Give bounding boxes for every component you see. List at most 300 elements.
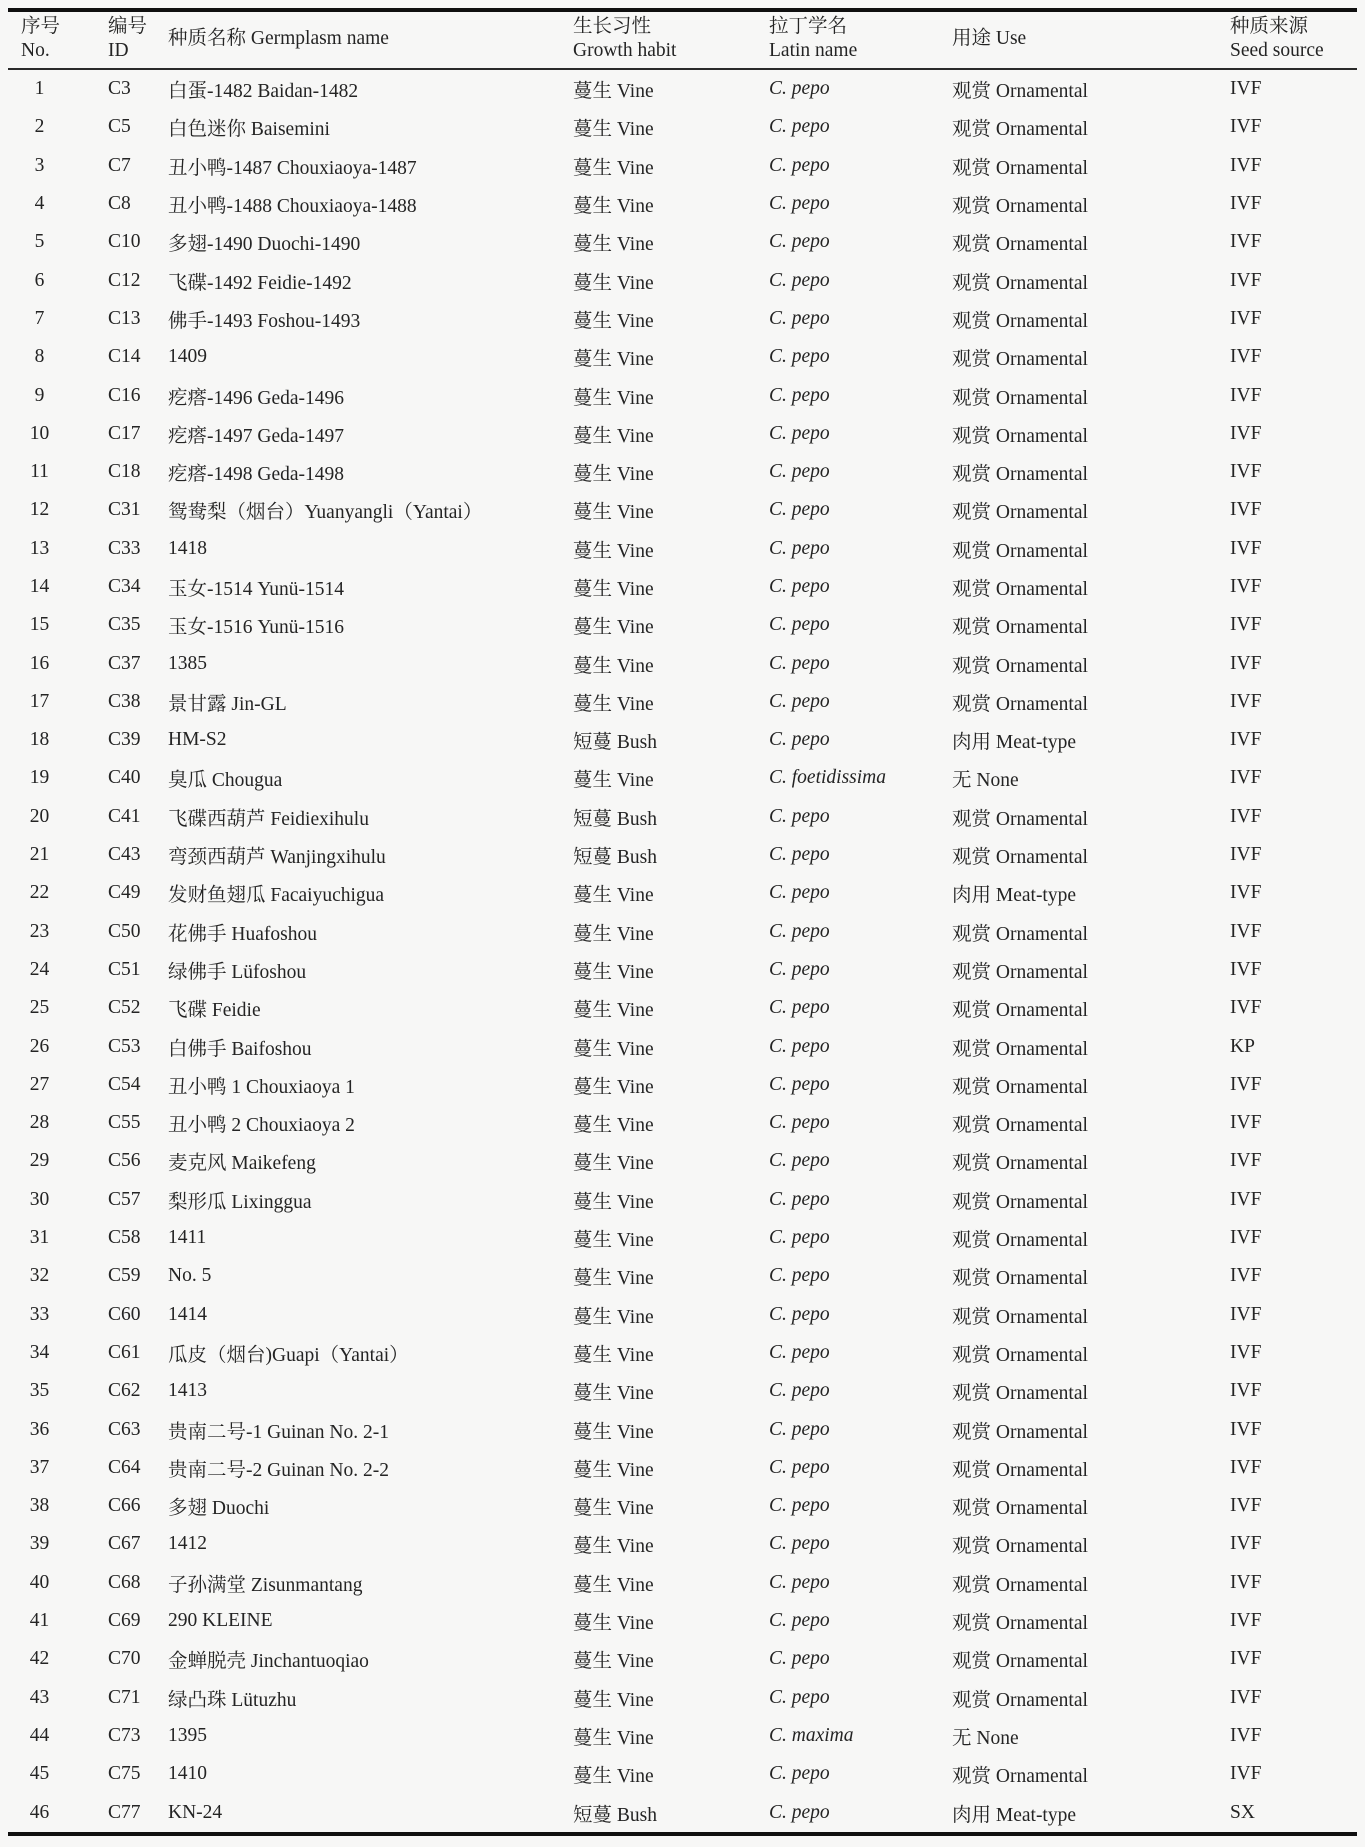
- cell-no: 20: [29, 805, 50, 827]
- cell-use: 观赏 Ornamental: [952, 1306, 1088, 1328]
- table-row: [8, 1372, 1357, 1410]
- cell-use: 观赏 Ornamental: [952, 1230, 1088, 1252]
- cell-id: C61: [108, 1341, 141, 1363]
- table-row: [8, 1793, 1357, 1833]
- table-row: [8, 1296, 1357, 1334]
- cell-latin-name: C. pepo: [769, 805, 830, 827]
- cell-id: C56: [108, 1150, 141, 1172]
- cell-germplasm-name: 1409: [168, 346, 207, 368]
- cell-id: C10: [108, 231, 141, 253]
- cell-no: 42: [29, 1648, 50, 1670]
- cell-no: 34: [29, 1341, 50, 1363]
- cell-no: 27: [29, 1073, 50, 1095]
- table-body: [8, 69, 1357, 1834]
- cell-seed-source: IVF: [1230, 1571, 1262, 1593]
- cell-growth-habit: 蔓生 Vine: [573, 464, 654, 486]
- cell-germplasm-name: 瓜皮（烟台)Guapi（Yantai）: [168, 1344, 409, 1366]
- header-latin-name-en: Latin name: [769, 40, 858, 61]
- cell-no: 46: [8, 1793, 93, 1833]
- cell-growth-habit: 蔓生 Vine: [573, 1115, 654, 1137]
- cell-growth-habit: 蔓生 Vine: [573, 1344, 654, 1366]
- cell-latin-name: C. pepo: [769, 958, 830, 980]
- cell-seed-source: IVF: [1230, 1648, 1262, 1670]
- table-row: [8, 108, 1357, 146]
- cell-no: 5: [34, 231, 45, 253]
- cell-latin-name: C. pepo: [769, 116, 830, 138]
- cell-seed-source: IVF: [1230, 346, 1262, 368]
- cell-use: 观赏 Ornamental: [952, 961, 1088, 983]
- cell-use: 观赏 Ornamental: [952, 655, 1088, 677]
- cell-id: C68: [108, 1571, 141, 1593]
- cell-growth-habit: 蔓生 Vine: [573, 1651, 654, 1673]
- header-seed-source-en: Seed source: [1230, 40, 1324, 61]
- cell-latin-name: C. pepo: [769, 690, 830, 712]
- header-use: [942, 10, 1220, 69]
- cell-seed-source: IVF: [1230, 422, 1262, 444]
- cell-id: C62: [108, 1380, 141, 1402]
- cell-growth-habit: 蔓生 Vine: [573, 349, 654, 371]
- cell-id: C77: [93, 1793, 165, 1833]
- cell-growth-habit: 蔓生 Vine: [573, 1766, 654, 1788]
- cell-id: C13: [108, 307, 141, 329]
- cell-growth-habit: 蔓生 Vine: [573, 1038, 654, 1060]
- cell-id: C75: [108, 1763, 141, 1785]
- cell-growth-habit: 短蔓 Bush: [573, 808, 657, 830]
- cell-seed-source: SX: [1220, 1793, 1357, 1833]
- cell-germplasm-name: 发财鱼翅瓜 Facaiyuchigua: [168, 885, 385, 907]
- cell-germplasm-name: 丑小鸭 2 Chouxiaoya 2: [168, 1115, 355, 1137]
- cell-latin-name: C. pepo: [769, 1533, 830, 1555]
- cell-use: 无 None: [952, 1727, 1019, 1749]
- cell-use: 观赏 Ornamental: [952, 234, 1088, 256]
- cell-latin-name: C. pepo: [769, 1341, 830, 1363]
- table-row: [8, 69, 1357, 108]
- cell-no: 31: [29, 1227, 50, 1249]
- cell-seed-source: IVF: [1230, 576, 1262, 597]
- cell-latin-name: C. pepo: [769, 422, 830, 444]
- cell-growth-habit: 蔓生 Vine: [573, 387, 654, 409]
- cell-use: 观赏 Ornamental: [952, 579, 1088, 600]
- cell-use: 观赏 Ornamental: [952, 1536, 1088, 1558]
- cell-seed-source: IVF: [1230, 1341, 1262, 1363]
- cell-latin-name: C. pepo: [769, 576, 830, 597]
- header-growth-habit-zh: 生长习性: [573, 16, 652, 37]
- table-row: [8, 951, 1357, 989]
- header-growth-habit-en: Growth habit: [573, 40, 677, 61]
- cell-seed-source: IVF: [1230, 767, 1262, 789]
- cell-seed-source: IVF: [1230, 116, 1262, 138]
- cell-use: 观赏 Ornamental: [952, 1191, 1088, 1213]
- cell-germplasm-name: No. 5: [168, 1265, 212, 1287]
- cell-no: 1: [34, 78, 45, 100]
- cell-growth-habit: 蔓生 Vine: [573, 1230, 654, 1252]
- cell-seed-source: IVF: [1230, 920, 1262, 942]
- cell-growth-habit: 蔓生 Vine: [573, 923, 654, 945]
- cell-germplasm-name: 梨形瓜 Lixinggua: [168, 1191, 312, 1213]
- cell-no: 6: [34, 269, 45, 291]
- cell-id: C5: [108, 116, 131, 138]
- cell-growth-habit: 短蔓 Bush: [573, 847, 657, 869]
- cell-growth-habit: 蔓生 Vine: [573, 540, 654, 562]
- cell-latin-name: C. pepo: [769, 269, 830, 291]
- cell-no: 36: [29, 1418, 50, 1440]
- table-row: [8, 185, 1357, 223]
- cell-id: C33: [108, 537, 141, 559]
- table-row: [8, 1564, 1357, 1602]
- cell-germplasm-name: 飞碟西葫芦 Feidiexihulu: [168, 808, 369, 830]
- cell-use: 观赏 Ornamental: [952, 119, 1088, 141]
- cell-id: C52: [108, 997, 141, 1019]
- cell-growth-habit: 蔓生 Vine: [573, 1268, 654, 1290]
- table-row: [8, 759, 1357, 797]
- cell-use: 观赏 Ornamental: [952, 464, 1088, 486]
- cell-seed-source: IVF: [1230, 614, 1262, 636]
- cell-germplasm-name: 多翅 Duochi: [168, 1498, 270, 1520]
- cell-germplasm-name: 白蛋-1482 Baidan-1482: [168, 81, 359, 103]
- cell-growth-habit: 蔓生 Vine: [573, 961, 654, 983]
- cell-no: 35: [29, 1380, 50, 1402]
- header-seed-source: [1220, 10, 1357, 69]
- cell-no: 39: [29, 1533, 50, 1555]
- cell-use: 观赏 Ornamental: [952, 425, 1088, 447]
- table-row: [8, 300, 1357, 338]
- cell-latin-name: C. pepo: [769, 154, 830, 176]
- cell-latin-name: C. pepo: [769, 1188, 830, 1210]
- table-row: [8, 415, 1357, 453]
- cell-seed-source: IVF: [1230, 1380, 1262, 1402]
- cell-use: 观赏 Ornamental: [952, 1268, 1088, 1290]
- cell-growth-habit: 蔓生 Vine: [573, 1421, 654, 1443]
- cell-latin-name: C. pepo: [769, 384, 830, 406]
- cell-latin-name: C. pepo: [769, 1227, 830, 1249]
- cell-seed-source: IVF: [1230, 844, 1262, 866]
- cell-id: C40: [108, 767, 141, 789]
- cell-latin-name: C. pepo: [769, 461, 830, 483]
- cell-no: 23: [29, 920, 50, 942]
- cell-use: 观赏 Ornamental: [952, 310, 1088, 332]
- cell-use: 观赏 Ornamental: [952, 1689, 1088, 1711]
- cell-latin-name: C. pepo: [769, 1073, 830, 1095]
- cell-growth-habit: 蔓生 Vine: [573, 770, 654, 792]
- cell-use: 观赏 Ornamental: [952, 923, 1088, 945]
- cell-no: 15: [29, 614, 50, 636]
- cell-germplasm-name: 白佛手 Baifoshou: [168, 1038, 312, 1060]
- cell-latin-name: C. pepo: [769, 614, 830, 636]
- cell-seed-source: IVF: [1230, 499, 1262, 521]
- cell-latin-name: C. pepo: [769, 1380, 830, 1402]
- header-latin-name: [759, 10, 942, 69]
- cell-latin-name: C. pepo: [769, 652, 830, 674]
- cell-growth-habit: 蔓生 Vine: [573, 157, 654, 179]
- cell-germplasm-name: 1418: [168, 537, 207, 559]
- cell-id: C3: [108, 78, 131, 100]
- header-seed-source-zh: 种质来源: [1230, 16, 1309, 37]
- cell-no: 41: [29, 1610, 50, 1632]
- cell-seed-source: IVF: [1230, 537, 1262, 559]
- cell-seed-source: IVF: [1230, 1418, 1262, 1440]
- cell-germplasm-name: 贵南二号-2 Guinan No. 2-2: [168, 1459, 389, 1481]
- cell-use: 观赏 Ornamental: [952, 1613, 1088, 1635]
- cell-no: 30: [29, 1188, 50, 1210]
- table-row: [8, 1181, 1357, 1219]
- cell-use: 肉用 Meat-type: [952, 732, 1077, 754]
- cell-use: 观赏 Ornamental: [952, 1574, 1088, 1596]
- table-row: [8, 836, 1357, 874]
- cell-growth-habit: 蔓生 Vine: [573, 1191, 654, 1213]
- cell-germplasm-name: 白色迷你 Baisemini: [168, 119, 330, 141]
- cell-id: C55: [108, 1112, 141, 1134]
- header-use-label: 用途 Use: [952, 28, 1027, 49]
- cell-germplasm-name: 佛手-1493 Foshou-1493: [168, 310, 361, 332]
- cell-id: C60: [108, 1303, 141, 1325]
- cell-germplasm-name: 疙瘩-1496 Geda-1496: [168, 387, 345, 409]
- cell-growth-habit: 蔓生 Vine: [573, 272, 654, 294]
- cell-germplasm-name: 绿佛手 Lüfoshou: [168, 961, 307, 983]
- cell-id: C37: [108, 652, 141, 674]
- cell-germplasm-name: 玉女-1516 Yunü-1516: [168, 617, 345, 639]
- cell-id: C51: [108, 958, 141, 980]
- cell-latin-name: C. pepo: [769, 920, 830, 942]
- table-row: [8, 453, 1357, 491]
- cell-germplasm-name: 贵南二号-1 Guinan No. 2-1: [168, 1421, 389, 1443]
- table-row: [8, 568, 1357, 606]
- cell-latin-name: C. pepo: [769, 1648, 830, 1670]
- cell-growth-habit: 蔓生 Vine: [573, 81, 654, 103]
- cell-use: 观赏 Ornamental: [952, 1459, 1088, 1481]
- cell-no: 12: [29, 499, 50, 521]
- cell-growth-habit: 短蔓 Bush: [573, 732, 657, 754]
- table-row: [8, 606, 1357, 644]
- cell-latin-name: C. pepo: [769, 1112, 830, 1134]
- cell-no: 25: [29, 997, 50, 1019]
- cell-use: 无 None: [952, 770, 1019, 792]
- cell-seed-source: IVF: [1230, 384, 1262, 406]
- table-row: [8, 1755, 1357, 1793]
- table-row: [8, 491, 1357, 529]
- header-row: [8, 10, 1357, 69]
- cell-germplasm-name: 弯颈西葫芦 Wanjingxihulu: [168, 847, 386, 869]
- cell-seed-source: IVF: [1230, 1763, 1262, 1785]
- cell-no: 33: [29, 1303, 50, 1325]
- header-growth-habit: [563, 10, 759, 69]
- cell-seed-source: IVF: [1230, 958, 1262, 980]
- cell-id: C41: [108, 805, 141, 827]
- cell-latin-name: C. pepo: [769, 1456, 830, 1478]
- cell-latin-name: C. pepo: [769, 1686, 830, 1708]
- cell-seed-source: IVF: [1230, 269, 1262, 291]
- cell-growth-habit: 蔓生 Vine: [573, 1613, 654, 1635]
- cell-growth-habit: 蔓生 Vine: [573, 579, 654, 600]
- cell-no: 40: [29, 1571, 50, 1593]
- cell-latin-name: C. pepo: [759, 1793, 942, 1833]
- cell-seed-source: IVF: [1230, 729, 1262, 751]
- table-row: [8, 798, 1357, 836]
- cell-id: C64: [108, 1456, 141, 1478]
- table-row: [8, 913, 1357, 951]
- cell-id: C58: [108, 1227, 141, 1249]
- cell-growth-habit: 蔓生 Vine: [573, 1574, 654, 1596]
- cell-latin-name: C. pepo: [769, 1495, 830, 1517]
- header-id-en: ID: [108, 40, 129, 61]
- cell-growth-habit: 蔓生 Vine: [573, 1536, 654, 1558]
- cell-growth-habit: 蔓生 Vine: [573, 119, 654, 141]
- cell-germplasm-name: 1395: [168, 1724, 207, 1746]
- cell-id: C34: [108, 576, 141, 597]
- cell-latin-name: C. pepo: [769, 729, 830, 751]
- cell-germplasm-name: 臭瓜 Chougua: [168, 770, 283, 792]
- cell-id: C50: [108, 920, 141, 942]
- table-row: [8, 1487, 1357, 1525]
- cell-germplasm-name: 290 KLEINE: [168, 1610, 273, 1632]
- cell-id: C69: [108, 1610, 141, 1632]
- cell-no: 28: [29, 1112, 50, 1134]
- cell-seed-source: IVF: [1230, 1188, 1262, 1210]
- cell-germplasm-name: 多翅-1490 Duochi-1490: [168, 234, 361, 256]
- cell-latin-name: C. pepo: [769, 307, 830, 329]
- cell-no: 29: [29, 1150, 50, 1172]
- cell-germplasm-name: KN-24: [165, 1793, 563, 1833]
- cell-seed-source: IVF: [1230, 154, 1262, 176]
- table-row: [8, 261, 1357, 299]
- cell-germplasm-name: 子孙满堂 Zisunmantang: [168, 1574, 363, 1596]
- cell-latin-name: C. pepo: [769, 1150, 830, 1172]
- cell-latin-name: C. pepo: [769, 346, 830, 368]
- cell-seed-source: IVF: [1230, 1533, 1262, 1555]
- cell-growth-habit: 短蔓 Bush: [563, 1793, 759, 1833]
- header-no: [8, 10, 93, 69]
- cell-use: 观赏 Ornamental: [952, 1766, 1088, 1788]
- cell-growth-habit: 蔓生 Vine: [573, 1000, 654, 1022]
- cell-germplasm-name: 1385: [168, 652, 207, 674]
- cell-use: 肉用 Meat-type: [942, 1793, 1220, 1833]
- cell-use: 观赏 Ornamental: [952, 1038, 1088, 1060]
- cell-no: 10: [29, 422, 50, 444]
- cell-germplasm-name: 鸳鸯梨（烟台）Yuanyangli（Yantai）: [168, 502, 483, 524]
- cell-no: 13: [29, 537, 50, 559]
- cell-latin-name: C. pepo: [769, 537, 830, 559]
- cell-germplasm-name: 丑小鸭-1488 Chouxiaoya-1488: [168, 196, 417, 218]
- cell-no: 2: [34, 116, 45, 138]
- cell-germplasm-name: 金蝉脱壳 Jinchantuoqiao: [168, 1651, 369, 1673]
- table-row: [8, 1678, 1357, 1716]
- cell-latin-name: C. pepo: [769, 997, 830, 1019]
- cell-growth-habit: 蔓生 Vine: [573, 1459, 654, 1481]
- header-id: [93, 10, 165, 69]
- cell-id: C67: [108, 1533, 141, 1555]
- cell-seed-source: IVF: [1230, 1495, 1262, 1517]
- cell-growth-habit: 蔓生 Vine: [573, 502, 654, 524]
- cell-seed-source: IVF: [1230, 1456, 1262, 1478]
- cell-seed-source: IVF: [1230, 231, 1262, 253]
- cell-use: 观赏 Ornamental: [952, 540, 1088, 562]
- cell-latin-name: C. pepo: [769, 1571, 830, 1593]
- cell-germplasm-name: 1412: [168, 1533, 207, 1555]
- cell-id: C38: [108, 690, 141, 712]
- cell-use: 观赏 Ornamental: [952, 349, 1088, 371]
- cell-use: 观赏 Ornamental: [952, 1000, 1088, 1022]
- cell-seed-source: IVF: [1230, 1150, 1262, 1172]
- table-row: [8, 338, 1357, 376]
- cell-id: C66: [108, 1495, 141, 1517]
- cell-latin-name: C. maxima: [769, 1724, 854, 1746]
- table-row: [8, 683, 1357, 721]
- cell-id: C39: [108, 729, 141, 751]
- cell-id: C71: [108, 1686, 141, 1708]
- table-row: [8, 147, 1357, 185]
- cell-seed-source: IVF: [1230, 78, 1262, 100]
- cell-id: C43: [108, 844, 141, 866]
- cell-growth-habit: 蔓生 Vine: [573, 425, 654, 447]
- cell-use: 观赏 Ornamental: [952, 693, 1088, 715]
- cell-growth-habit: 蔓生 Vine: [573, 885, 654, 907]
- cell-growth-habit: 蔓生 Vine: [573, 1727, 654, 1749]
- cell-seed-source: IVF: [1230, 1265, 1262, 1287]
- cell-id: C17: [108, 422, 141, 444]
- cell-use: 观赏 Ornamental: [952, 1344, 1088, 1366]
- cell-id: C35: [108, 614, 141, 636]
- cell-latin-name: C. pepo: [769, 78, 830, 100]
- cell-germplasm-name: 飞碟-1492 Feidie-1492: [168, 272, 352, 294]
- table-row: [8, 223, 1357, 261]
- cell-seed-source: IVF: [1230, 1112, 1262, 1134]
- cell-no: 17: [29, 690, 50, 712]
- cell-id: C63: [108, 1418, 141, 1440]
- cell-germplasm-name: 玉女-1514 Yunü-1514: [168, 579, 345, 600]
- cell-id: C12: [108, 269, 141, 291]
- cell-use: 观赏 Ornamental: [952, 1383, 1088, 1405]
- cell-germplasm-name: 疙瘩-1497 Geda-1497: [168, 425, 345, 447]
- cell-growth-habit: 蔓生 Vine: [573, 1306, 654, 1328]
- cell-no: 43: [29, 1686, 50, 1708]
- header-germplasm-name-label: 种质名称 Germplasm name: [168, 28, 389, 49]
- cell-id: C7: [108, 154, 131, 176]
- cell-no: 22: [29, 882, 50, 904]
- cell-id: C31: [108, 499, 141, 521]
- cell-germplasm-name: 飞碟 Feidie: [168, 1000, 261, 1022]
- cell-seed-source: IVF: [1230, 690, 1262, 712]
- table-row: [8, 644, 1357, 682]
- cell-use: 观赏 Ornamental: [952, 272, 1088, 294]
- cell-no: 21: [29, 844, 50, 866]
- cell-germplasm-name: 1411: [168, 1227, 207, 1249]
- cell-seed-source: IVF: [1230, 1073, 1262, 1095]
- cell-growth-habit: 蔓生 Vine: [573, 1689, 654, 1711]
- cell-latin-name: C. pepo: [769, 1763, 830, 1785]
- cell-latin-name: C. pepo: [769, 1418, 830, 1440]
- table-row: [8, 1640, 1357, 1678]
- cell-latin-name: C. pepo: [769, 499, 830, 521]
- cell-latin-name: C. pepo: [769, 1265, 830, 1287]
- header-latin-name-zh: 拉丁学名: [769, 16, 848, 37]
- cell-use: 观赏 Ornamental: [952, 1115, 1088, 1137]
- header-germplasm-name: [165, 10, 563, 69]
- cell-germplasm-name: 疙瘩-1498 Geda-1498: [168, 464, 345, 486]
- cell-use: 观赏 Ornamental: [952, 1498, 1088, 1520]
- cell-no: 24: [29, 958, 50, 980]
- cell-growth-habit: 蔓生 Vine: [573, 1498, 654, 1520]
- cell-id: C16: [108, 384, 141, 406]
- cell-use: 观赏 Ornamental: [952, 617, 1088, 639]
- cell-seed-source: IVF: [1230, 193, 1262, 215]
- cell-latin-name: C. pepo: [769, 1303, 830, 1325]
- cell-no: 18: [29, 729, 50, 751]
- cell-seed-source: IVF: [1230, 1610, 1262, 1632]
- table-row: [8, 530, 1357, 568]
- cell-latin-name: C. pepo: [769, 1610, 830, 1632]
- cell-growth-habit: 蔓生 Vine: [573, 196, 654, 218]
- cell-no: 26: [29, 1035, 50, 1057]
- cell-no: 11: [30, 461, 49, 483]
